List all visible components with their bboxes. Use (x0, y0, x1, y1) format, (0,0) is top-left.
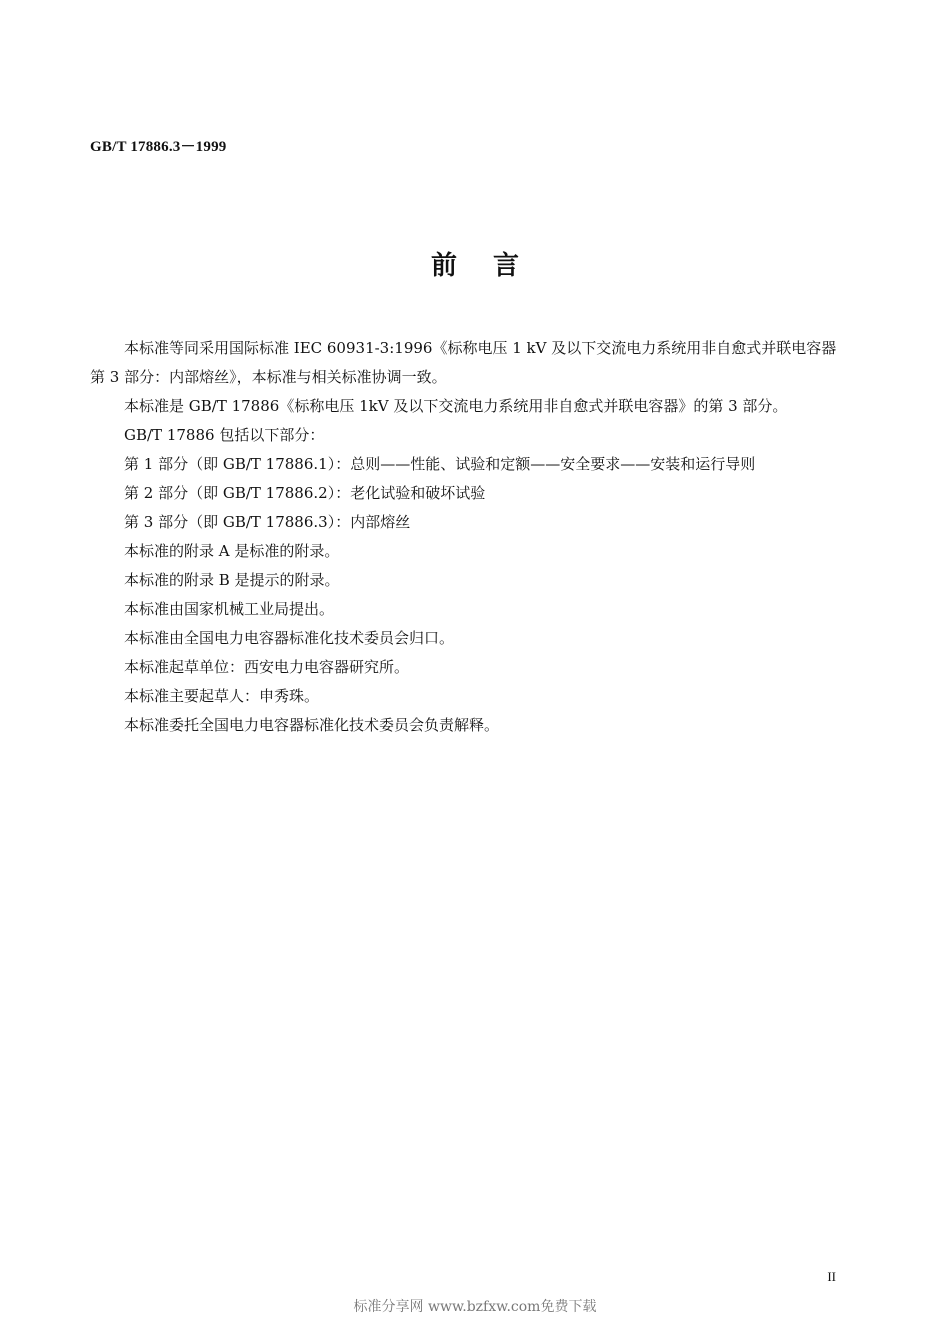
paragraph-drafters: 本标准主要起草人：申秀珠。 (124, 687, 320, 705)
paragraph-proposed-by: 本标准由国家机械工业局提出。 (124, 600, 335, 618)
page-title: 前言 (430, 251, 555, 281)
paragraph-interpretation: 本标准委托全国电力电容器标准化技术委员会负责解释。 (124, 716, 500, 734)
paragraph-part-3: 第 3 部分（即 GB/T 17886.3）：内部熔丝 (124, 513, 411, 531)
page-number: II (827, 1269, 836, 1284)
paragraph-part-of: 本标准是 GB/T 17886《标称电压 1kV 及以下交流电力系统用非自愈式并联电容器》的第 3 部分。 (124, 397, 788, 415)
paragraph-part-1: 第 1 部分（即 GB/T 17886.1）：总则——性能、试验和定额——安全要求——安装和运行导则 (124, 455, 756, 473)
paragraph-annex-a: 本标准的附录 A 是标准的附录。 (124, 542, 340, 560)
paragraph-parts-intro: GB/T 17886 包括以下部分： (124, 426, 325, 444)
document-code: GB/T 17886.3－1999 (90, 139, 227, 155)
paragraph-adoption: 本标准等同采用国际标准 IEC 60931-3:1996《标称电压 1 kV 及以下交流电力系统用非自愈式并联电容器 第 3 部分：内部熔丝》，本标准与相关标准协调一致。 (90, 339, 852, 386)
paragraph-part-2: 第 2 部分（即 GB/T 17886.2）：老化试验和破坏试验 (124, 484, 486, 502)
paragraph-annex-b: 本标准的附录 B 是提示的附录。 (124, 571, 340, 589)
preface-body (90, 334, 850, 740)
paragraph-drafting-unit: 本标准起草单位：西安电力电容器研究所。 (124, 658, 410, 676)
footer-watermark: 标准分享网 www.bzfxw.com免费下载 (353, 1299, 597, 1315)
paragraph-centralized-by: 本标准由全国电力电容器标准化技术委员会归口。 (124, 629, 455, 647)
